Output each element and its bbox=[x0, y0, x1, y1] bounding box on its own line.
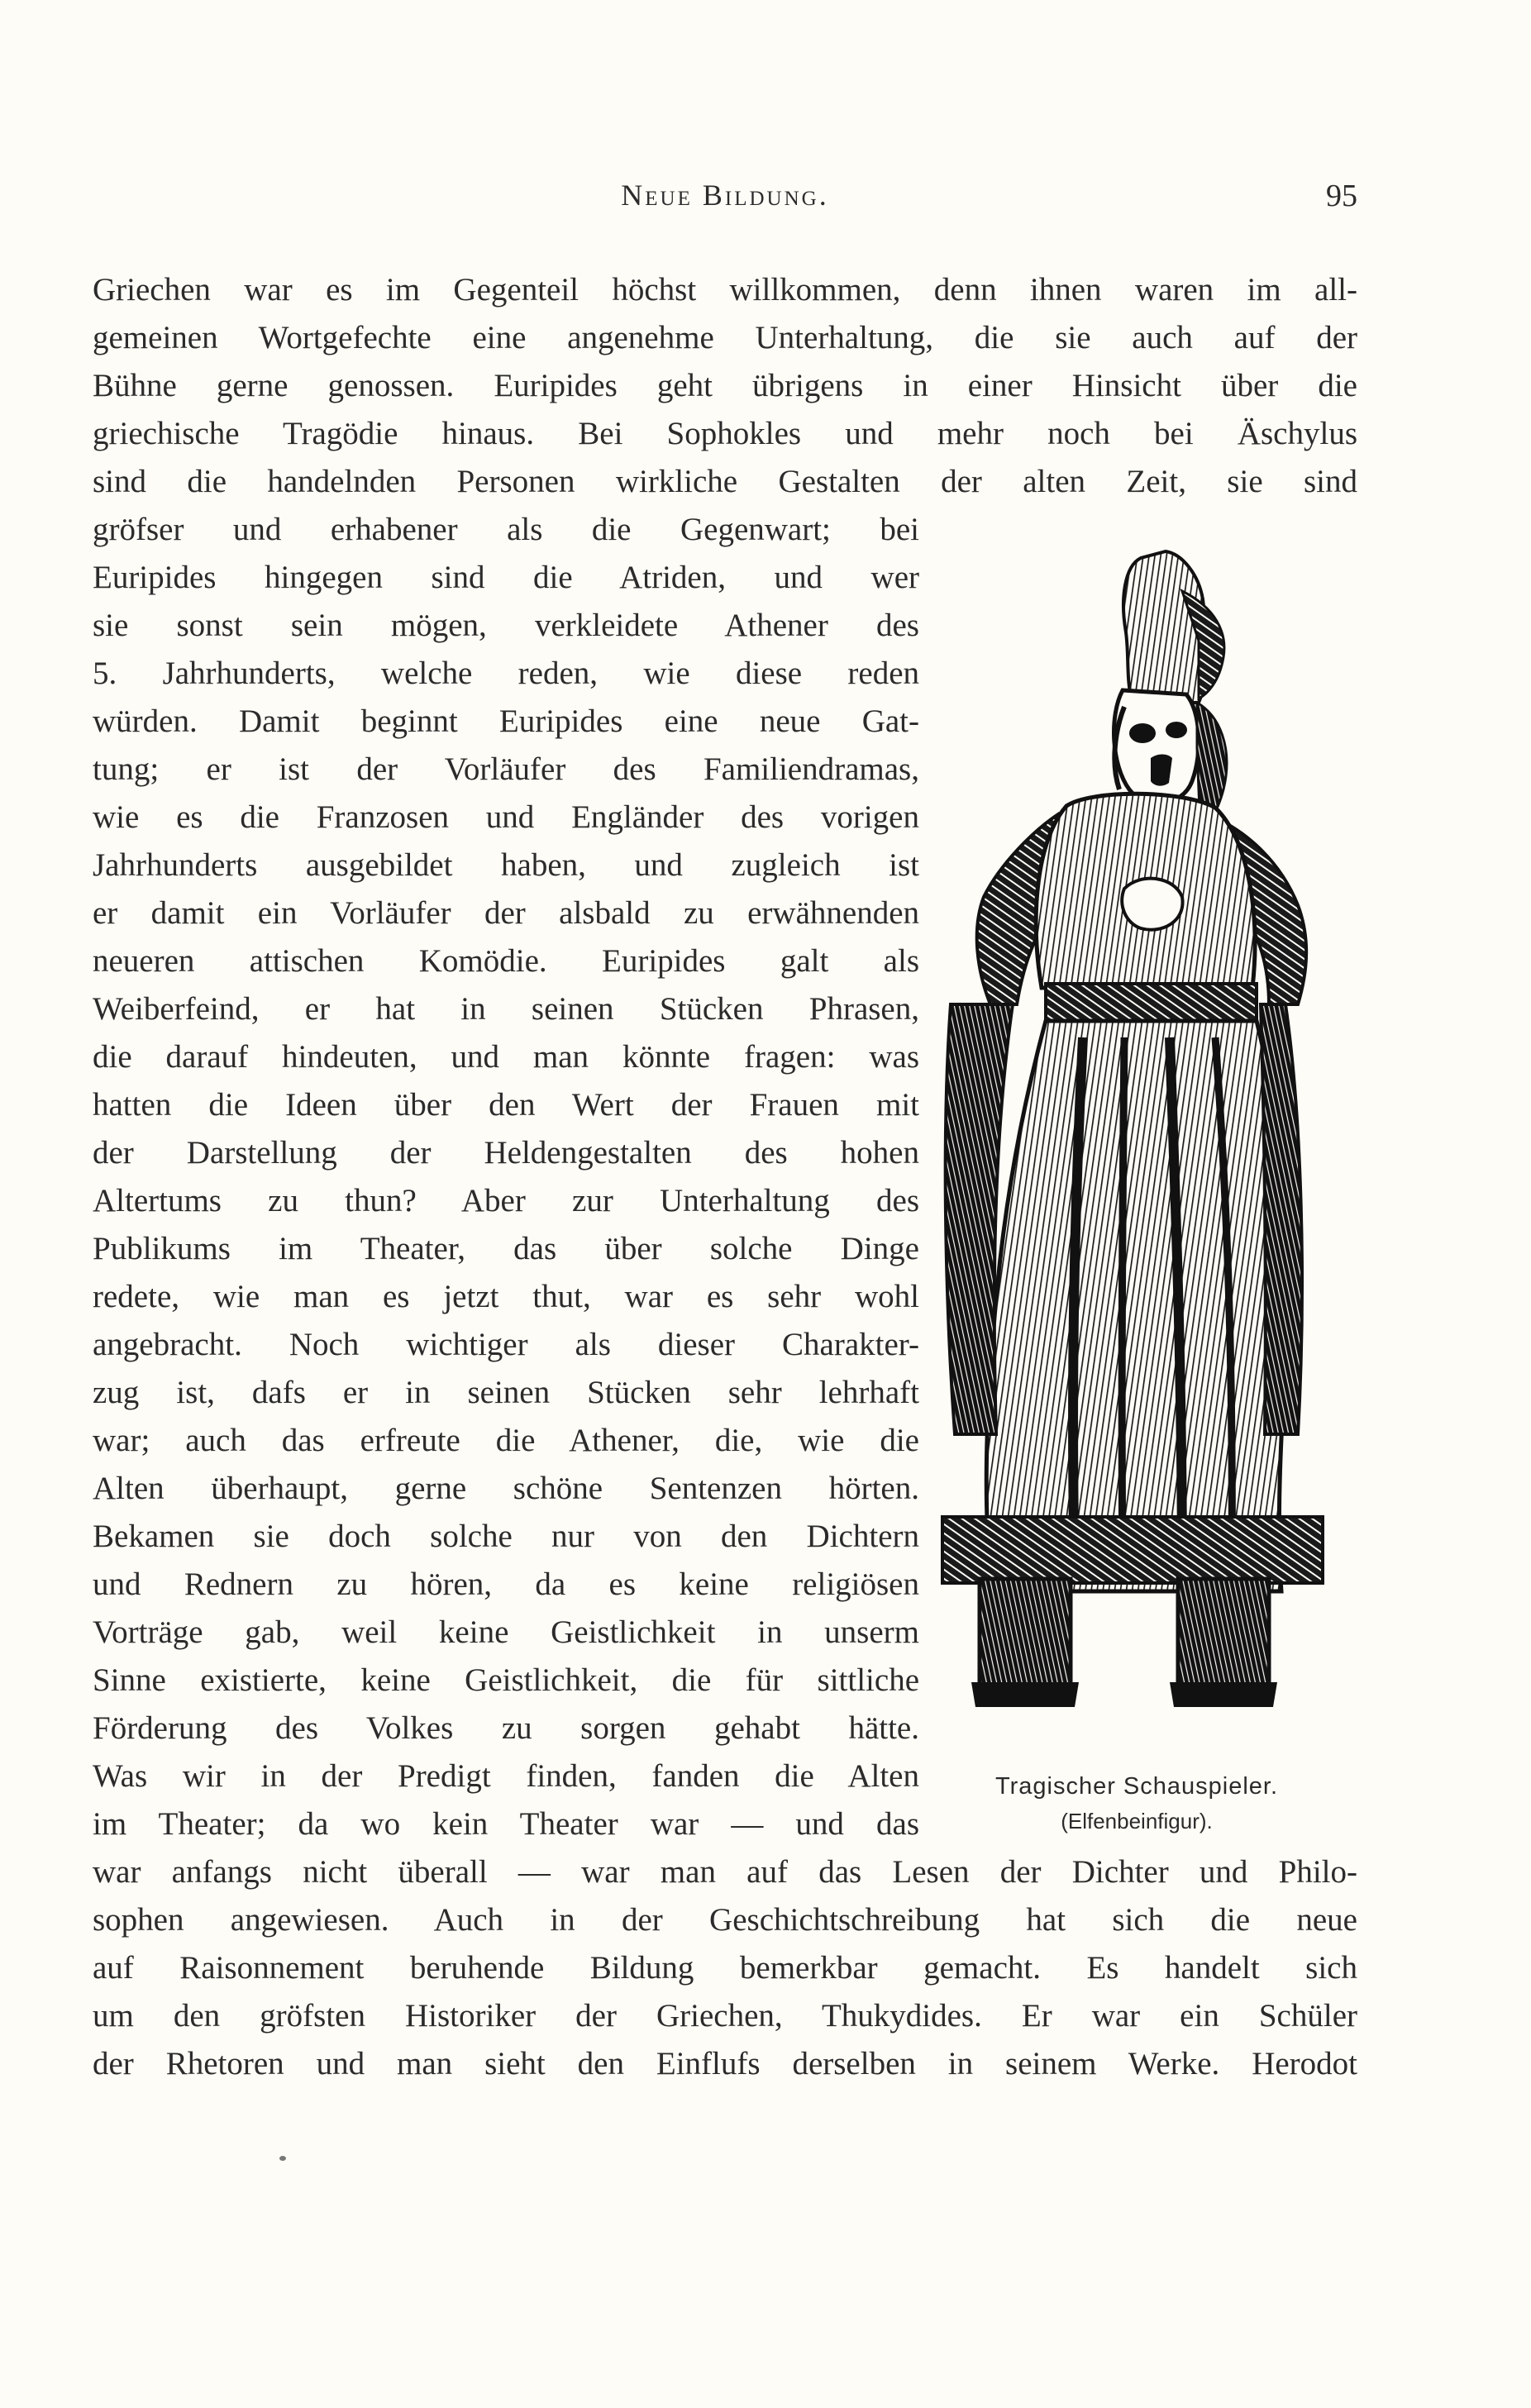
text-line: die darauf hindeuten, und man könnte fragen: was bbox=[93, 1039, 919, 1075]
text-line: sophen angewiesen. Auch in der Geschichtschreibung hat sich die neue bbox=[93, 1902, 1357, 1938]
text-line: war anfangs nicht überall — war man auf das Lesen der Dichter und Philo- bbox=[93, 1854, 1357, 1890]
text-line: zug ist, dafs er in seinen Stücken sehr lehrhaft bbox=[93, 1375, 919, 1410]
text-line: um den gröfsten Historiker der Griechen, Thukydides. Er war ein Schüler bbox=[93, 1998, 1357, 2034]
text-line: und Rednern zu hören, da es keine religiösen bbox=[93, 1566, 919, 1602]
text-line: Griechen war es im Gegenteil höchst willkommen, denn ihnen waren im all- bbox=[93, 272, 1357, 308]
text-line: Euripides hingegen sind die Atriden, und wer bbox=[93, 560, 919, 595]
text-line: der Rhetoren und man sieht den Einflufs derselben in seinem Werke. Herodot bbox=[93, 2046, 1357, 2081]
page-header bbox=[93, 178, 1357, 219]
text-line: Was wir in der Predigt finden, fanden die Alten bbox=[93, 1758, 919, 1794]
text-line: sind die handelnden Personen wirkliche Gestalten der alten Zeit, sie sind bbox=[93, 464, 1357, 499]
text-line: war; auch das erfreute die Athener, die, wie die bbox=[93, 1423, 919, 1458]
text-line: auf Raisonnement beruhende Bildung bemerkbar gemacht. Es handelt sich bbox=[93, 1950, 1357, 1986]
text-line: Vorträge gab, weil keine Geistlichkeit in unserm bbox=[93, 1614, 919, 1650]
text-line: Jahrhunderts ausgebildet haben, und zugleich ist bbox=[93, 847, 919, 883]
text-line: redete, wie man es jetzt thut, war es sehr wohl bbox=[93, 1279, 919, 1314]
tragic-actor-figure bbox=[934, 541, 1331, 1732]
text-line: Bühne gerne genossen. Euripides geht übrigens in einer Hinsicht über die bbox=[93, 368, 1357, 403]
text-line: würden. Damit beginnt Euripides eine neue Gat- bbox=[93, 703, 919, 739]
text-line: 5. Jahrhunderts, welche reden, wie diese reden bbox=[93, 656, 919, 691]
figure-caption: Tragischer Schauspieler. bbox=[994, 1773, 1279, 1800]
text-line: Alten überhaupt, gerne schöne Sentenzen hörten. bbox=[93, 1471, 919, 1506]
text-line: im Theater; da wo kein Theater war — und das bbox=[93, 1806, 919, 1842]
text-line: der Darstellung der Heldengestalten des hohen bbox=[93, 1135, 919, 1171]
text-line: er damit ein Vorläufer der alsbald zu erwähnenden bbox=[93, 895, 919, 931]
text-line: Bekamen sie doch solche nur von den Dichtern bbox=[93, 1519, 919, 1554]
page-number: 95 bbox=[1326, 179, 1357, 213]
text-line: Altertums zu thun? Aber zur Unterhaltung des bbox=[93, 1183, 919, 1218]
text-line: hatten die Ideen über den Wert der Frauen mit bbox=[93, 1087, 919, 1123]
text-line: wie es die Franzosen und Engländer des vorigen bbox=[93, 799, 919, 835]
text-line: Publikums im Theater, das über solche Dinge bbox=[93, 1231, 919, 1266]
text-line: tung; er ist der Vorläufer des Familiendramas, bbox=[93, 751, 919, 787]
text-line: gemeinen Wortgefechte eine angenehme Unterhaltung, die sie auch auf der bbox=[93, 320, 1357, 355]
text-line: angebracht. Noch wichtiger als dieser Charakter- bbox=[93, 1327, 919, 1362]
text-line: neueren attischen Komödie. Euripides galt als bbox=[93, 943, 919, 979]
text-line: sie sonst sein mögen, verkleidete Athener des bbox=[93, 608, 919, 643]
text-line: Weiberfeind, er hat in seinen Stücken Phrasen, bbox=[93, 991, 919, 1027]
text-line: griechische Tragödie hinaus. Bei Sophokles und mehr noch bei Äschylus bbox=[93, 416, 1357, 451]
ivory-statuette-icon bbox=[934, 541, 1331, 1732]
figure-caption-subtitle: (Elfenbeinfigur). bbox=[1061, 1809, 1213, 1833]
text-line: Förderung des Volkes zu sorgen gehabt hätte. bbox=[93, 1710, 919, 1746]
paper-speck bbox=[279, 2156, 286, 2161]
text-line: Sinne existierte, keine Geistlichkeit, die für sittliche bbox=[93, 1662, 919, 1698]
text-line: gröfser und erhabener als die Gegenwart; bei bbox=[93, 512, 919, 547]
running-title: Neue Bildung. bbox=[621, 179, 829, 212]
